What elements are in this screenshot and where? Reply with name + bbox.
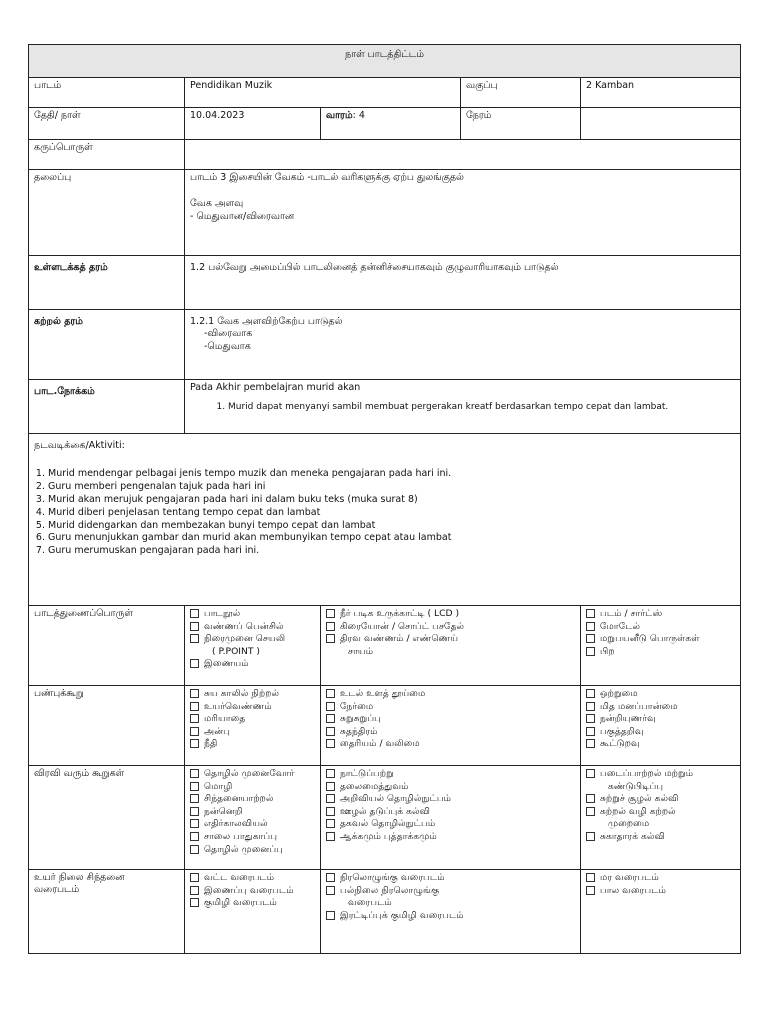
checkbox-label: உடல் உளத் தூய்மை [340,688,426,699]
checkbox-icon[interactable] [326,634,335,643]
checkbox-item[interactable] [326,806,575,819]
checkbox-label: மர வரைபடம் [600,872,659,883]
class-value: 2 Kamban [581,78,741,108]
checkbox-label: ஒற்றுமை [600,688,638,699]
checkbox-icon[interactable] [326,609,335,618]
checkbox-label: சுதந்திரம் [340,725,378,737]
checkbox-item[interactable] [586,688,735,701]
checkbox-item[interactable] [586,726,735,739]
checkbox-icon[interactable] [190,769,199,778]
checkbox-label: வண்ணப் பென்சில் [204,620,284,632]
checkbox-item[interactable] [586,633,735,646]
cross-col-2 [326,768,575,844]
checkbox-icon[interactable] [326,911,335,920]
cross-label: விரவி வரும் கூறுகள் [29,766,185,870]
checkbox-item[interactable] [190,872,315,885]
checkbox-item[interactable] [326,781,575,794]
activity-item: 6. Guru menunjukkan gambar dan murid akan membunyikan tempo cepat atau lambat [48,532,735,545]
checkbox-label: பாடநூல் [204,608,241,619]
checkbox-label: மறுபயனீடு பொருள்கள் [600,633,700,645]
checkbox-icon[interactable] [586,727,595,736]
checkbox-icon[interactable] [586,886,595,895]
checkbox-label: சாலை பாதுகாப்பு [204,830,278,842]
checkbox-icon[interactable] [190,609,199,618]
checkbox-label: முறைமை [608,818,650,830]
checkbox-label: அறிவியல் தொழில்நுட்பம் [340,793,452,805]
topic-label: தலைப்பு [29,170,185,256]
checkbox-item[interactable] [326,608,575,621]
checkbox-item[interactable] [326,726,575,739]
objective-label: பாட.நோக்கம் [29,380,185,434]
checkbox-icon[interactable] [190,898,199,907]
checkbox-label: எதிர்காலவியல் [204,818,268,830]
checkbox-icon[interactable] [190,807,199,816]
checkbox-label: நீதி [204,738,218,750]
values-col-2 [326,688,575,751]
checkbox-icon[interactable] [326,819,335,828]
checkbox-label: பல்நிலை நிரலொழுங்கு [340,884,440,896]
checkbox-item[interactable] [190,818,315,831]
resources-col-1 [190,608,315,671]
checkbox-label: இணைப்பு வரைபடம் [204,884,294,896]
checkbox-item[interactable] [586,885,735,898]
checkbox-icon[interactable] [326,873,335,882]
checkbox-item[interactable] [586,646,735,659]
checkbox-label: கூட்டுறவு [600,738,640,750]
time-label: நேரம் [461,108,581,140]
learning-line-2: -விரைவாக [204,328,253,340]
checkbox-icon[interactable] [586,689,595,698]
checkbox-icon[interactable] [326,769,335,778]
checkbox-item[interactable] [190,885,315,898]
checkbox-item[interactable] [586,831,735,844]
checkbox-label: ஊழல் தடுப்புக் கல்வி [340,805,431,817]
activities-cell [29,434,741,606]
checkbox-label: தொழில் முனைப்பு [204,843,284,855]
checkbox-icon[interactable] [190,727,199,736]
checkbox-label: சுகாதாரக் கல்வி [600,830,665,842]
values-col-1 [190,688,315,751]
checkbox-item[interactable] [190,897,315,910]
checkbox-icon[interactable] [190,873,199,882]
checkbox-icon[interactable] [326,727,335,736]
resources-row [29,606,741,686]
checkbox-item[interactable] [586,818,735,831]
checkbox-icon[interactable] [190,689,199,698]
checkbox-icon[interactable] [190,634,199,643]
theme-value [185,140,741,170]
checkbox-icon[interactable] [326,739,335,748]
checkbox-icon[interactable] [190,714,199,723]
checkbox-item[interactable] [190,688,315,701]
checkbox-item[interactable] [190,738,315,751]
date-value: 10.04.2023 [185,108,321,140]
checkbox-item[interactable] [586,806,735,819]
checkbox-label: சாயம் [348,645,374,657]
thinking-col-1 [190,872,315,910]
content-standard-label: உள்ளடக்கத் தரம் [29,256,185,310]
checkbox-item[interactable] [326,793,575,806]
theme-row [29,140,741,170]
checkbox-icon[interactable] [586,807,595,816]
topic-line-3: - மெதுவான/விரைவான [190,210,295,222]
subject-label: பாடம் [29,78,185,108]
topic-value [185,170,741,256]
checkbox-label: நன்னெறி [204,805,243,817]
objective-row [29,380,741,434]
checkbox-item[interactable] [190,713,315,726]
checkbox-item[interactable] [326,872,575,885]
learning-line-3: -மெதுவாக [204,340,251,352]
checkbox-item[interactable] [190,793,315,806]
checkbox-label: சுற்றுச் சூழல் கல்வி [600,793,679,805]
checkbox-icon[interactable] [326,794,335,803]
checkbox-item[interactable] [326,831,575,844]
checkbox-icon[interactable] [190,886,199,895]
checkbox-icon[interactable] [586,634,595,643]
checkbox-icon[interactable] [190,782,199,791]
checkbox-item[interactable] [326,738,575,751]
page-title: நாள் பாடத்திட்டம் [29,45,741,78]
checkbox-label: சிந்தனையாற்றல் [204,793,274,805]
checkbox-item[interactable] [586,738,735,751]
checkbox-label: பால வரைபடம் [600,884,666,896]
checkbox-item[interactable] [326,818,575,831]
cross-col-3 [586,768,735,844]
checkbox-label: குமிழி வரைபடம் [204,897,277,909]
checkbox-item[interactable] [326,621,575,634]
checkbox-icon[interactable] [190,845,199,854]
checkbox-icon[interactable] [190,794,199,803]
checkbox-label: மரியாதை [204,713,246,725]
subject-row [29,78,741,108]
checkbox-icon[interactable] [326,714,335,723]
resources-col-3 [586,608,735,658]
date-label: தேதி/ நாள் [29,108,185,140]
checkbox-item[interactable] [586,701,735,714]
checkbox-label: திரவ வண்ணம் / எண்ணெய் [340,633,459,645]
checkbox-item[interactable] [190,621,315,634]
learning-standard-label: கற்றல் தரம் [29,310,185,380]
subject-value: Pendidikan Muzik [185,78,461,108]
checkbox-icon[interactable] [586,714,595,723]
checkbox-item[interactable] [586,781,735,794]
checkbox-label: ( P.POINT ) [212,645,261,657]
checkbox-item[interactable] [326,701,575,714]
checkbox-item[interactable] [326,768,575,781]
activity-item: 1. Murid mendengar pelbagai jenis tempo muzik dan meneka pengajaran pada hari ini. [48,468,735,481]
checkbox-icon[interactable] [190,832,199,841]
checkbox-icon[interactable] [586,647,595,656]
checkbox-label: மித மனப்பான்மை [600,700,678,712]
topic-line-1: பாடம் 3 இசையின் வேகம் -பாடல் வரிகளுக்கு ஏற்ப துலங்குதல் [190,172,464,183]
checkbox-label: நேர்மை [340,700,374,712]
checkbox-label: தொழில் முனைவோர் [204,768,295,779]
checkbox-icon[interactable] [190,819,199,828]
activity-item: 7. Guru merumuskan pengajaran pada hari ini. [48,545,735,558]
thinking-label-line-1: உயர் நிலை சிந்தனை [34,872,125,883]
checkbox-item[interactable] [190,608,315,621]
content-standard-row [29,256,741,310]
checkbox-label: கற்றல் வழி கற்றல் [600,805,676,817]
checkbox-label: கிரையோன் / சொப்ட் பசதேல் [340,620,465,632]
checkbox-item[interactable] [190,646,315,659]
content-standard-value: 1.2 பல்வேறு அமைப்பில் பாடலினைத் தன்னிச்சையாகவும் குழுவாரியாகவும் பாடுதல் [185,256,741,310]
checkbox-label: தகவல் தொழில்நுட்பம் [340,818,436,830]
checkbox-label: வரைபடம் [348,897,392,909]
checkbox-label: படைப்பாற்றல் மற்றும் [600,768,694,779]
checkbox-item[interactable] [190,781,315,794]
checkbox-icon[interactable] [586,873,595,882]
activities-label: நடவடிக்கை/Aktiviti: [34,440,125,451]
checkbox-icon[interactable] [586,609,595,618]
checkbox-label: இரட்டிப்புக் குமிழி வரைபடம் [340,909,464,921]
checkbox-item[interactable] [190,806,315,819]
checkbox-item[interactable] [190,633,315,646]
checkbox-label: உயர்வெண்ணம் [204,700,272,712]
checkbox-label: வட்ட வரைபடம் [204,872,275,883]
checkbox-icon[interactable] [190,659,199,668]
checkbox-label: நன்றியுணர்வு [600,713,656,725]
checkbox-label: இணையம் [204,658,249,670]
checkbox-icon[interactable] [326,622,335,631]
checkbox-label: பிற [600,645,615,657]
checkbox-label: கண்டுபிடிப்பு [608,780,664,792]
week-label: வாரம் [326,110,353,121]
checkbox-item[interactable] [326,713,575,726]
activities-list [34,468,735,558]
resources-label: பாடத்துணைப்பொருள் [29,606,185,686]
activity-item: 3. Murid akan merujuk pengajaran pada hari ini dalam buku teks (muka surat 8) [48,494,735,507]
resources-col-2 [326,608,575,658]
checkbox-icon[interactable] [326,807,335,816]
checkbox-icon[interactable] [326,689,335,698]
checkbox-label: நிரலொழுங்கு வரைபடம் [340,872,445,883]
checkbox-label: அன்பு [204,725,230,737]
checkbox-item[interactable] [586,872,735,885]
checkbox-label: நாட்டுப்பற்று [340,768,394,779]
thinking-label [29,870,185,954]
checkbox-label: நீர் படிக உருக்காட்டி ( LCD ) [340,608,460,619]
checkbox-item[interactable] [326,910,575,923]
checkbox-icon[interactable] [586,739,595,748]
checkbox-label: மோடேல் [600,620,641,632]
objective-intro: Pada Akhir pembelajran murid akan [190,382,361,393]
thinking-col-3 [586,872,735,897]
checkbox-icon[interactable] [586,622,595,631]
checkbox-icon[interactable] [190,739,199,748]
checkbox-item[interactable] [190,658,315,671]
checkbox-icon[interactable] [190,622,199,631]
checkbox-icon[interactable] [326,702,335,711]
checkbox-item[interactable] [190,701,315,714]
checkbox-item[interactable] [586,768,735,781]
checkbox-icon[interactable] [326,886,335,895]
learning-standard-row [29,310,741,380]
checkbox-label: நிரைமுனை செயலி [204,633,286,645]
objective-list [190,402,735,414]
checkbox-item[interactable] [586,793,735,806]
checkbox-label: ஆக்கமும் புத்தாக்கமும் [340,830,437,842]
objective-item: 1. Murid dapat menyanyi sambil membuat pergerakan kreatf berdasarkan tempo cepat dan lambat. [228,402,735,414]
checkbox-icon[interactable] [586,769,595,778]
checkbox-label: சுய காலில் நிற்றல் [204,688,280,699]
checkbox-icon[interactable] [586,794,595,803]
checkbox-item[interactable] [326,633,575,646]
thinking-label-line-2: வரைபடம் [34,884,80,896]
time-value [581,108,741,140]
checkbox-item[interactable] [586,713,735,726]
values-label: பண்புக்கூறு [29,686,185,766]
week-value: : 4 [352,110,365,121]
checkbox-item[interactable] [326,885,575,898]
checkbox-item[interactable] [586,608,735,621]
values-row [29,686,741,766]
checkbox-icon[interactable] [586,702,595,711]
checkbox-label: மொழி [204,780,233,792]
checkbox-item[interactable] [190,726,315,739]
checkbox-item[interactable] [190,831,315,844]
thinking-col-2 [326,872,575,922]
checkbox-item[interactable] [326,897,575,910]
thinking-maps-row [29,870,741,954]
theme-label: கருப்பொருள் [29,140,185,170]
activity-item: 4. Murid diberi penjelasan tentang tempo cepat dan lambat [48,507,735,520]
checkbox-label: தலைமைத்துவம் [340,780,409,792]
lesson-plan-table [28,44,741,954]
learning-line-1: 1.2.1 வேக அளவிற்கேற்ப பாடுதல் [190,316,343,327]
activity-item: 5. Murid didengarkan dan membezakan bunyi tempo cepat dan lambat [48,520,735,533]
title-row [29,45,741,78]
learning-standard-value [185,310,741,380]
cross-curricular-row [29,766,741,870]
objective-value [185,380,741,434]
cross-col-1 [190,768,315,856]
topic-line-2: வேக அளவு [190,198,244,210]
activity-item: 2. Guru memberi pengenalan tajuk pada hari ini [48,481,735,494]
checkbox-item[interactable] [326,646,575,659]
checkbox-item[interactable] [326,688,575,701]
date-row [29,108,741,140]
checkbox-icon[interactable] [586,832,595,841]
week-cell [321,108,461,140]
checkbox-label: சுறுசுறுப்பு [340,713,382,725]
values-col-3 [586,688,735,751]
checkbox-item[interactable] [190,844,315,857]
checkbox-icon[interactable] [326,782,335,791]
checkbox-item[interactable] [190,768,315,781]
checkbox-label: பகுத்தறிவு [600,725,644,737]
checkbox-icon[interactable] [190,702,199,711]
checkbox-label: படம் / சார்ட்ஸ் [600,608,663,619]
class-label: வகுப்பு [461,78,581,108]
checkbox-icon[interactable] [326,832,335,841]
topic-row [29,170,741,256]
checkbox-label: தைரியம் / வலிமை [340,738,420,750]
checkbox-item[interactable] [586,621,735,634]
activities-row [29,434,741,606]
